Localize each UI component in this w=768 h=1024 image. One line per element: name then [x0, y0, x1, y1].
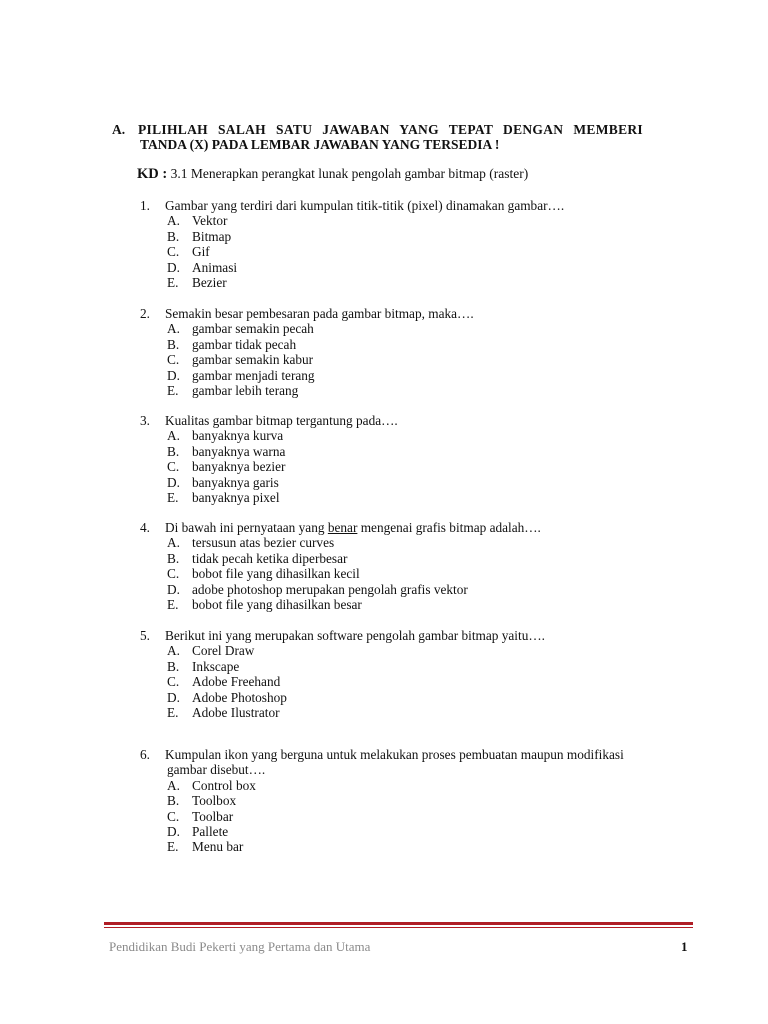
question-stem-continued: gambar disebut….	[167, 762, 266, 778]
question-stem: Gambar yang terdiri dari kumpulan titik-titik (pixel) dinamakan gambar….	[165, 198, 565, 213]
option-letter: C.	[167, 459, 180, 475]
option-letter: D.	[167, 581, 180, 597]
option-b	[167, 444, 285, 459]
option-c	[167, 244, 210, 259]
question-stem-start: Di bawah ini pernyataan yang	[165, 520, 328, 535]
option-letter: D.	[167, 259, 180, 275]
option-a	[167, 428, 283, 443]
option-letter: E.	[167, 275, 179, 290]
option-text: tersusun atas bezier curves	[192, 535, 335, 551]
option-letter: B.	[167, 658, 180, 674]
option-text: Gif	[192, 244, 210, 260]
option-c	[167, 674, 280, 689]
question-stem: Semakin besar pembesaran pada gambar bitmap, maka….	[165, 306, 474, 321]
option-text: Vektor	[192, 213, 228, 229]
option-text: gambar semakin kabur	[192, 352, 314, 368]
option-letter: D.	[167, 367, 180, 383]
footer-rule-thin	[104, 927, 693, 928]
question-stem-emphasis: benar	[327, 520, 358, 535]
option-letter: C.	[167, 566, 180, 582]
option-letter: E.	[167, 705, 179, 720]
option-text: gambar lebih terang	[192, 383, 299, 398]
option-letter: E.	[167, 383, 179, 398]
option-text: Adobe Photoshop	[192, 689, 287, 705]
question-number: 2.	[140, 306, 150, 321]
option-letter: B.	[167, 550, 180, 566]
option-d	[167, 690, 287, 705]
option-text: bobot file yang dihasilkan kecil	[192, 566, 360, 582]
option-d	[167, 582, 468, 597]
option-letter: B.	[167, 793, 180, 809]
question-stem: Kualitas gambar bitmap tergantung pada….	[165, 413, 398, 428]
option-letter: A.	[167, 535, 180, 551]
option-letter: C.	[167, 808, 180, 824]
option-text: banyaknya pixel	[192, 490, 280, 505]
question-number: 4.	[140, 520, 150, 535]
option-b	[167, 659, 239, 674]
option-d	[167, 475, 279, 490]
option-letter: C.	[167, 244, 180, 260]
question-number: 3.	[140, 413, 150, 428]
option-text: Bitmap	[192, 228, 232, 244]
footer-rule-thick	[104, 922, 693, 925]
option-e	[167, 383, 298, 398]
footer-text: Pendidikan Budi Pekerti yang Pertama dan Utama	[109, 939, 371, 954]
option-letter: B.	[167, 443, 180, 459]
option-text: Adobe Freehand	[192, 674, 281, 690]
option-a	[167, 778, 256, 793]
option-b	[167, 337, 296, 352]
option-text: gambar tidak pecah	[192, 336, 297, 352]
option-e	[167, 275, 227, 290]
option-text: Inkscape	[192, 658, 240, 674]
option-c	[167, 459, 285, 474]
question-number: 1.	[140, 198, 150, 213]
section-instruction-line-1: PILIHLAH SALAH SATU JAWABAN YANG TEPAT DENGAN MEMBERI	[138, 122, 643, 137]
option-a	[167, 535, 334, 550]
section-letter: A.	[112, 122, 126, 137]
page-number: 1	[681, 939, 688, 954]
option-e	[167, 490, 280, 505]
option-text: banyaknya warna	[192, 443, 286, 459]
option-letter: E.	[167, 597, 179, 612]
question-stem-end: mengenai grafis bitmap adalah….	[357, 520, 541, 535]
option-letter: E.	[167, 490, 179, 505]
option-d	[167, 368, 315, 383]
option-e	[167, 839, 243, 854]
option-text: Pallete	[192, 824, 229, 839]
option-b	[167, 229, 231, 244]
option-d	[167, 260, 237, 275]
question-stem: Kumpulan ikon yang berguna untuk melakukan proses pembuatan maupun modifikasi	[165, 747, 624, 762]
option-b	[167, 793, 236, 808]
option-text: Toolbar	[192, 808, 234, 824]
option-letter: D.	[167, 474, 180, 490]
question-stem: Berikut ini yang merupakan software pengolah gambar bitmap yaitu….	[165, 628, 545, 643]
option-text: gambar menjadi terang	[192, 367, 315, 383]
option-text: Animasi	[192, 259, 238, 275]
option-e	[167, 705, 280, 720]
option-text: adobe photoshop merupakan pengolah grafis vektor	[192, 581, 468, 597]
question-number: 6.	[140, 747, 150, 762]
option-letter: A.	[167, 777, 180, 793]
option-letter: D.	[167, 689, 180, 705]
option-letter: A.	[167, 213, 180, 229]
option-b	[167, 551, 347, 566]
option-a	[167, 321, 314, 336]
option-letter: C.	[167, 674, 180, 690]
option-letter: A.	[167, 643, 180, 659]
option-text: Control box	[192, 777, 256, 793]
question-number: 5.	[140, 628, 150, 643]
option-text: Menu bar	[192, 839, 244, 855]
option-text: Bezier	[192, 275, 227, 290]
option-text: banyaknya kurva	[192, 428, 284, 444]
competency-label: KD :	[137, 166, 168, 182]
option-text: tidak pecah ketika diperbesar	[192, 550, 348, 566]
option-c	[167, 566, 360, 581]
option-a	[167, 213, 227, 228]
option-text: Toolbox	[192, 793, 237, 809]
option-a	[167, 643, 254, 658]
option-text: bobot file yang dihasilkan besar	[192, 597, 362, 612]
option-letter: B.	[167, 228, 180, 244]
option-text: Adobe Ilustrator	[192, 705, 280, 720]
competency-line	[137, 166, 528, 183]
competency-text: 3.1 Menerapkan perangkat lunak pengolah gambar bitmap (raster)	[167, 166, 529, 181]
option-letter: B.	[167, 336, 180, 352]
option-c	[167, 809, 233, 824]
option-letter: E.	[167, 839, 179, 855]
option-e	[167, 597, 362, 612]
option-letter: A.	[167, 428, 180, 444]
option-text: banyaknya garis	[192, 474, 279, 490]
option-letter: A.	[167, 321, 180, 337]
option-c	[167, 352, 313, 367]
option-text: banyaknya bezier	[192, 459, 286, 475]
option-text: gambar semakin pecah	[192, 321, 314, 337]
question-stem	[165, 520, 541, 535]
section-instruction-line-2: TANDA (X) PADA LEMBAR JAWABAN YANG TERSEDIA !	[140, 137, 500, 152]
option-letter: D.	[167, 824, 180, 839]
option-d	[167, 824, 228, 839]
option-letter: C.	[167, 352, 180, 368]
option-text: Corel Draw	[192, 643, 255, 659]
